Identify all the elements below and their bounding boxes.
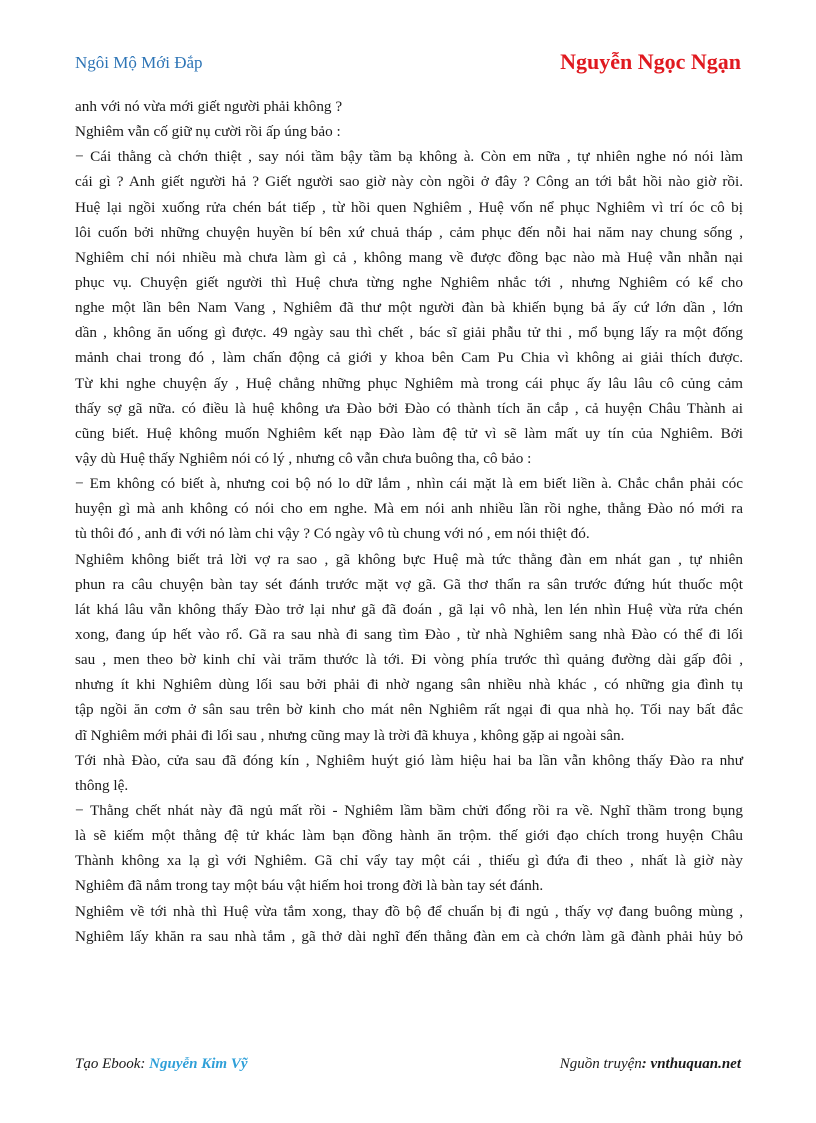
text-line: mảnh chai trong đó , làm chấn động cả giới y khoa bên Cam Pu Chia vì không ai giải thích được.: [75, 349, 743, 367]
text-line: Nghiêm không biết trả lời vợ ra sao , gã không bực Huệ mà tức thằng đàn em nhát gan , tự nhiên: [75, 550, 743, 568]
text-line: lôi cuốn bởi những chuyện huyền bí bên xứ chuả tháp , cảm phục đến nỗi hai năm nay chung sống ,: [75, 223, 743, 241]
text-line: nghe một lần bên Nam Vang , Nghiêm đã thư một người đàn bà khiến bụng bả ấy cứ lớn dần , lớn: [75, 299, 743, 317]
text-line: Nghiêm về tới nhà thì Huệ vừa tắm xong, thay đồ bộ để chuẩn bị đi ngủ , thấy vợ đang buông mùng ,: [75, 902, 743, 920]
text-line: Tới nhà Đào, cửa sau đã đóng kín , Nghiêm huýt gió làm hiệu hai ba lần vẫn không thấy Đào ra như: [75, 751, 743, 769]
text-line: dần , không ăn uống gì được. 49 ngày sau thì chết , bác sĩ giải phẫu tử thi , mổ bụng lấy ra một đống: [75, 324, 743, 342]
text-line: Nghiêm vẫn cố giữ nụ cười rồi ấp úng bảo :: [75, 123, 341, 141]
text-line: sau , men theo bờ kinh chỉ vài trăm thước là tới. Đi vòng phía trước thì quảng đường dài gấp đôi ,: [75, 651, 743, 669]
text-line: anh với nó vừa mới giết người phải không ?: [75, 98, 343, 115]
text-line: Nghiêm chỉ nói nhiều mà chưa làm gì cả , không mang về được đồng bạc nào mà Huệ vẫn nhẫn nại: [75, 248, 743, 266]
text-line: là sẽ kiếm một thằng đệ tử khác làm bạn đồng hành ăn trộm. thế giới đạo chích trong huyện Châu: [75, 827, 743, 845]
text-line: Nghiêm đã nắm trong tay một báu vật hiếm hoi trong đời là bàn tay sét đánh.: [75, 877, 544, 895]
text-line: Nghiêm lấy khăn ra sau nhà tắm , gã thở dài nghĩ đến thằng đàn em cà chớn làm gã đành phải hủy bỏ: [75, 927, 743, 945]
text-line: thấy sợ gã nữa. có điều là huệ không ưa Đào bởi Đào có thành tích ăn cắp , cả huyện Châu Thành ai: [75, 399, 743, 417]
text-line: dĩ Nghiêm mới phải đi lối sau , nhưng cũng may là trời đã khuya , không gặp ai ngoài sân.: [75, 726, 625, 744]
text-line: cái gì ? Anh giết người hả ? Giết người sao giờ này còn ngồi ở đây ? Công an tới bắt hồi nào giờ rồi.: [75, 173, 743, 191]
text-line: Từ khi nghe chuyện ấy , Huệ chẳng những phục Nghiêm mà trong cái phục ấy lâu lâu cô củng cảm: [75, 374, 743, 392]
text-line: nhưng ít khi Nghiêm dùng lối sau bởi phải đi nhờ ngang sân nhiều nhà khác , có những gia đình tụ: [75, 676, 743, 694]
text-line: tù thôi đó , anh đi với nó làm chi vậy ? Có ngày vô tù chung với nó , em nói thiệt đó.: [75, 525, 590, 543]
text-line: huyện gì mà anh không có nói cho em nghe. Mà em nói anh nhiều lần rồi nghe, thằng Đào nó mới ra: [75, 500, 743, 518]
ebook-creator-name: Nguyễn Kim Vỹ: [149, 1056, 248, 1072]
ebook-label: Tạo Ebook: [75, 1056, 141, 1072]
book-title: Ngôi Mộ Mới Đắp: [75, 53, 203, 72]
text-line: tập ngồi ăn cơm ở sân sau trên bờ kinh cho mát nên Nghiêm rất ngại đi qua nhà họ. Tối nay bất đắc: [75, 701, 743, 719]
source-credit: Nguồn truyện: vnthuquan.net: [559, 1056, 741, 1072]
text-line: − Cái thằng cà chớn thiệt , say nói tầm bậy tầm bạ không à. Còn em nữa , tự nhiên nghe nó nói làm: [75, 148, 743, 166]
text-line: vậy dù Huệ thấy Nghiêm nói có lý , nhưng cô vẫn chưa buông tha, cô bảo :: [75, 449, 532, 467]
text-line: − Thằng chết nhát này đã ngủ mất rồi - Nghiêm lầm bầm chửi đổng rồi ra về. Nghĩ thầm trong bụng: [75, 801, 743, 819]
ebook-credit: Tạo Ebook: Nguyễn Kim Vỹ: [75, 1056, 248, 1072]
text-line: phun ra câu chuyện bàn tay sét đánh trước mặt vợ gã. Gã thơ thẩn ra sân trước đứng hút thuốc một: [75, 575, 743, 593]
text-line: thông lệ.: [75, 776, 129, 794]
text-line: cũng biết. Huệ không muốn Nghiêm kết nạp Đào làm đệ tử vì sẽ làm mất uy tín của Nghiêm. Bởi: [75, 424, 743, 442]
text-line: lát khá lâu vẫn không thấy Đào trở lại như gã đã đoán , gã lại vô nhà, len lén nhìn Huệ vừa rửa chén: [75, 600, 743, 618]
story-body: [75, 94, 743, 949]
text-line: Thành không xa lạ gì với Nghiêm. Gã chỉ vẩy tay một cái , thiếu gì đứa đi theo , nhất là giờ này: [75, 852, 743, 870]
text-line: − Em không có biết à, nhưng coi bộ nó lo dữ lắm , nhìn cái mặt là em biết liền à. Chắc chắn phải cóc: [75, 475, 743, 493]
text-line: xong, đang úp hết vào rổ. Gã ra sau nhà đi sang tìm Đào , từ nhà Nghiêm sang nhà Đào có thể đi lối: [75, 625, 743, 643]
source-site: vnthuquan.net: [650, 1056, 741, 1072]
text-line: Huệ lại ngồi xuống rửa chén bát tiếp , từ hồi quen Nghiêm , Huệ vốn nể phục Nghiêm vì trí óc cô bị: [75, 198, 743, 216]
author-name: Nguyễn Ngọc Ngạn: [560, 49, 741, 74]
source-label: Nguồn truyện: [559, 1056, 642, 1072]
text-line: phục vụ. Chuyện giết người thì Huệ chưa từng nghe Nghiêm nhắc tới , nhưng Nghiêm có kể cho: [75, 273, 743, 291]
